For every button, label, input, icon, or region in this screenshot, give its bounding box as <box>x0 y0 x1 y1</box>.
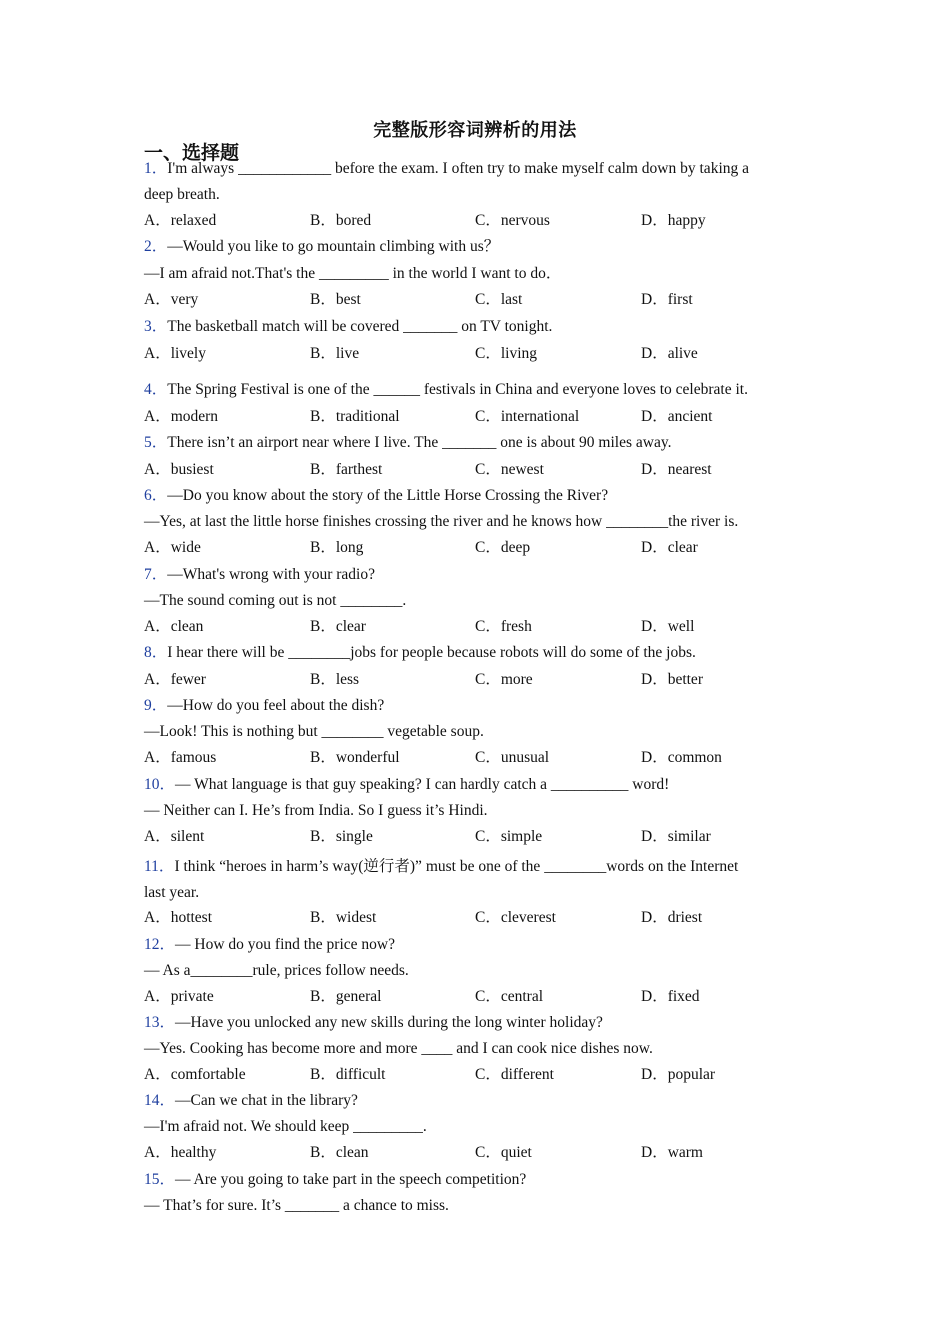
option-d[interactable]: D．well <box>641 618 695 635</box>
option-c[interactable]: C．unusual <box>475 749 550 766</box>
question-13-line-2: —Yes. Cooking has become more and more ____ and I can cook nice dishes now. <box>144 1040 653 1057</box>
question-number: 8． <box>144 644 168 661</box>
question-number: 6． <box>144 487 168 504</box>
question-7-line-1: 7．—What's wrong with your radio? <box>144 566 375 583</box>
option-d[interactable]: D．alive <box>641 345 698 362</box>
option-c[interactable]: C．deep <box>475 539 531 556</box>
option-b[interactable]: B．clear <box>310 618 366 635</box>
option-a[interactable]: A．healthy <box>144 1144 217 1161</box>
question-number: 12． <box>144 936 176 953</box>
option-a[interactable]: A．wide <box>144 539 201 556</box>
option-c[interactable]: C．quiet <box>475 1144 532 1161</box>
option-b[interactable]: B．single <box>310 828 373 845</box>
option-c[interactable]: C．nervous <box>475 212 550 229</box>
question-6-line-2: —Yes, at last the little horse finishes crossing the river and he knows how ________the river is. <box>144 513 739 530</box>
option-c[interactable]: C．different <box>475 1066 554 1083</box>
question-14-line-1: 14．—Can we chat in the library? <box>144 1092 358 1109</box>
option-d[interactable]: D．nearest <box>641 461 712 478</box>
question-number: 1． <box>144 160 168 177</box>
question-7-line-2: —The sound coming out is not ________. <box>144 592 407 609</box>
question-12-line-1: 12．— How do you find the price now? <box>144 936 395 953</box>
option-d[interactable]: D．warm <box>641 1144 703 1161</box>
question-9-line-2: —Look! This is nothing but ________ vegetable soup. <box>144 723 484 740</box>
question-number: 10． <box>144 776 176 793</box>
question-8-line-1: 8．I hear there will be ________jobs for people because robots will do some of the jobs. <box>144 644 696 661</box>
question-number: 11． <box>144 858 175 875</box>
question-number: 7． <box>144 566 168 583</box>
option-a[interactable]: A．silent <box>144 828 205 845</box>
option-b[interactable]: B．difficult <box>310 1066 386 1083</box>
option-a[interactable]: A．busiest <box>144 461 214 478</box>
option-b[interactable]: B．best <box>310 291 361 308</box>
question-12-line-2: — As a________rule, prices follow needs. <box>144 962 409 979</box>
option-d[interactable]: D．better <box>641 671 703 688</box>
option-b[interactable]: B．bored <box>310 212 372 229</box>
option-d[interactable]: D．first <box>641 291 693 308</box>
option-b[interactable]: B．widest <box>310 909 377 926</box>
question-2-line-2: —I am afraid not.That's the _________ in the world I want to do． <box>144 265 562 282</box>
question-6-line-1: 6．—Do you know about the story of the Little Horse Crossing the River? <box>144 487 609 504</box>
option-a[interactable]: A．famous <box>144 749 217 766</box>
section-heading: 一、选择题 <box>144 142 240 164</box>
option-a[interactable]: A．modern <box>144 408 219 425</box>
option-c[interactable]: C．international <box>475 408 580 425</box>
question-13-line-1: 13．—Have you unlocked any new skills during the long winter holiday? <box>144 1014 603 1031</box>
option-d[interactable]: D．common <box>641 749 722 766</box>
option-d[interactable]: D．similar <box>641 828 711 845</box>
question-number: 5． <box>144 434 168 451</box>
option-d[interactable]: D．popular <box>641 1066 716 1083</box>
option-b[interactable]: B．clean <box>310 1144 369 1161</box>
option-c[interactable]: C．fresh <box>475 618 532 635</box>
option-c[interactable]: C．last <box>475 291 523 308</box>
option-b[interactable]: B．less <box>310 671 360 688</box>
option-a[interactable]: A．fewer <box>144 671 206 688</box>
question-1-line-2: deep breath. <box>144 186 220 203</box>
question-number: 14． <box>144 1092 176 1109</box>
option-b[interactable]: B．farthest <box>310 461 383 478</box>
option-c[interactable]: C．simple <box>475 828 543 845</box>
option-a[interactable]: A．hottest <box>144 909 213 926</box>
question-4-line-1: 4．The Spring Festival is one of the ______ festivals in China and everyone loves to celebrate it. <box>144 381 748 398</box>
option-d[interactable]: D．driest <box>641 909 703 926</box>
question-number: 9． <box>144 697 168 714</box>
question-number: 2． <box>144 238 168 255</box>
question-5-line-1: 5．There isn’t an airport near where I live. The _______ one is about 90 miles away. <box>144 434 672 451</box>
option-c[interactable]: C．living <box>475 345 538 362</box>
question-number: 4． <box>144 381 168 398</box>
option-a[interactable]: A．lively <box>144 345 206 362</box>
option-a[interactable]: A．very <box>144 291 199 308</box>
option-d[interactable]: D．fixed <box>641 988 700 1005</box>
question-3-line-1: 3．The basketball match will be covered _______ on TV tonight. <box>144 318 553 335</box>
question-number: 13． <box>144 1014 176 1031</box>
question-15-line-1: 15．— Are you going to take part in the speech competition? <box>144 1171 527 1188</box>
option-b[interactable]: B．live <box>310 345 360 362</box>
option-a[interactable]: A．clean <box>144 618 204 635</box>
question-10-line-1: 10．— What language is that guy speaking? I can hardly catch a __________ word! <box>144 776 670 793</box>
option-c[interactable]: C．central <box>475 988 544 1005</box>
option-d[interactable]: D．happy <box>641 212 706 229</box>
question-1-line-1: 1．I'm always ____________ before the exam. I often try to make myself calm down by taking a <box>144 160 749 177</box>
option-d[interactable]: D．clear <box>641 539 698 556</box>
option-c[interactable]: C．cleverest <box>475 909 556 926</box>
option-d[interactable]: D．ancient <box>641 408 713 425</box>
question-14-line-2: —I'm afraid not. We should keep _________. <box>144 1118 427 1135</box>
question-2-line-1: 2．—Would you like to go mountain climbing with us？ <box>144 238 500 255</box>
option-b[interactable]: B．general <box>310 988 382 1005</box>
question-10-line-2: — Neither can I. He’s from India. So I guess it’s Hindi. <box>144 802 488 819</box>
question-11-line-1: 11．I think “heroes in harm’s way(逆行者)” must be one of the ________words on the Internet <box>144 858 739 875</box>
option-b[interactable]: B．long <box>310 539 364 556</box>
option-c[interactable]: C．more <box>475 671 533 688</box>
option-b[interactable]: B．wonderful <box>310 749 400 766</box>
question-15-line-2: — That’s for sure. It’s _______ a chance to miss. <box>144 1197 449 1214</box>
option-b[interactable]: B．traditional <box>310 408 400 425</box>
question-number: 3． <box>144 318 168 335</box>
question-number: 15． <box>144 1171 176 1188</box>
option-a[interactable]: A．comfortable <box>144 1066 246 1083</box>
option-a[interactable]: A．relaxed <box>144 212 217 229</box>
page-title: 完整版形容词辨析的用法 <box>373 120 577 141</box>
question-9-line-1: 9．—How do you feel about the dish? <box>144 697 385 714</box>
option-a[interactable]: A．private <box>144 988 214 1005</box>
option-c[interactable]: C．newest <box>475 461 544 478</box>
question-11-line-2: last year. <box>144 884 200 901</box>
